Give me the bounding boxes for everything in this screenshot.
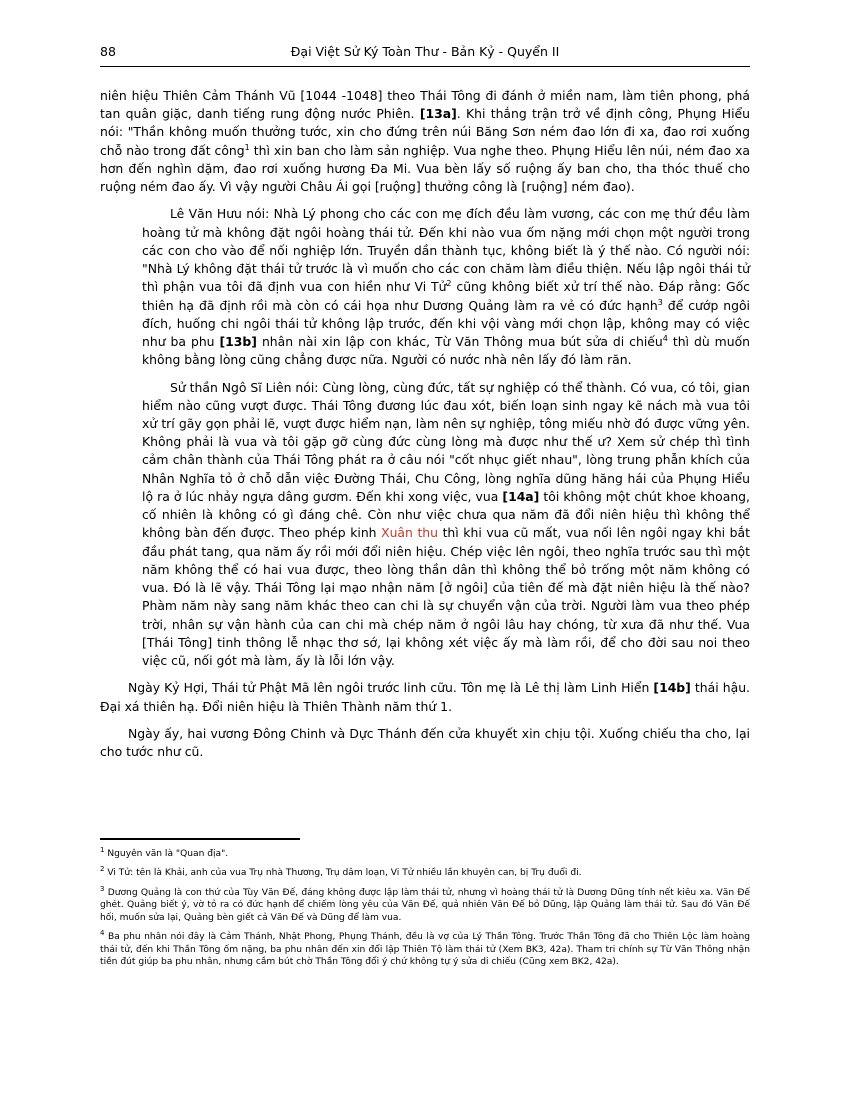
quote2-text-b: tôi không một chút khoe khoang, cố nhiên là không có gì đáng chê. Còn như việc chưa qua năm đã đổi niên hiệu thì không thể không bàn đến được. Theo phép kinh (142, 488, 750, 541)
paragraph-2 (100, 679, 750, 715)
para2-text-a: Ngày Kỷ Hợi, Thái tử Phật Mã lên ngôi trước linh cữu. Tôn mẹ là Lê thị làm Linh Hiển (128, 680, 654, 696)
commentary-le-van-huu (142, 205, 750, 670)
para1-text-a: niên hiệu Thiên Cảm Thánh Vũ [1044 -1048] theo Thái Tông đi đánh ở miền nam, làm tiên phong, phá tan quân giặc, danh tiếng rung động nước Phiên. (100, 88, 750, 122)
footnote-ref-2: 2 (446, 279, 452, 289)
footnote-marker: 4 (100, 929, 105, 938)
footnote-marker: 2 (100, 865, 105, 874)
folio-mark-14a: [14a] (502, 488, 540, 504)
footnote-text: Dương Quảng là con thứ của Tùy Văn Đế, đáng không được lập làm thái tử, nhưng vì hoàng thái tử là Dương Dũng tính nết kiêu xa. Văn Đế ghét. Quảng biết ý, vờ tỏ ra có đức hạnh để chiếm lòng yêu của Văn Đế, quả nhiên Văn Đế bỏ Dũng, lập Quảng làm thái tử. Sau đó Văn Đế hối, muốn sửa lại, Quảng bèn giết cả Văn Đế và Dũng để làm vua. (100, 887, 750, 923)
para1-text-b: . Khi thắng trận trở về định công, Phụng Hiểu nói: "Thần không muốn thưởng tước, xin cho đứng trên núi Băng Sơn ném đao lớn đi xa, đao rơi xuống chỗ nào trong đất công (100, 106, 750, 158)
quote2-text-a: Sử thần Ngô Sĩ Liên nói: Cùng lòng, cùng đức, tất sự nghiệp có thể thành. Có vua, có tôi, gian hiểm nào cũng vượt được. Thái Tông đương lúc đau xót, biến loạn sinh ngay kẽ nách mà vua tôi xử trí gãy gọn phải lẽ, vượt được hiểm nạn, làm nên sự nghiệp, tông miếu nhờ đó được vững yên. Không phải là vua và tôi gặp gỡ cùng đức cùng lòng mà được như thế ư? Xem sử chép thì tình cảm chân thành của Thái Tông phát ra ở câu nói "cốt nhục giết nhau", lòng trung phẫn khích của Nhân Nghĩa tỏ ở chỗ dẫn việc Đường Thái, Chu Công, lòng nghĩa dũng hăng hái của Phụng Hiểu lộ ra ở lúc nhảy ngựa dâng gươm. Đến khi xong việc, vua (142, 379, 751, 504)
footnote-marker: 3 (100, 884, 105, 893)
footnote-item (100, 845, 750, 861)
page-header (100, 44, 750, 67)
quote2-text-c: thì khi vua cũ mất, vua nối lên ngôi ngay khi bắt đầu phát tang, qua năm ấy rồi mới đổi niên hiệu. Chép việc lên ngôi, theo nghĩa trước sau thì một năm không thể có hai vua được, theo lòng thần dân thì không thể bỏ trống một năm không có vua. Đó là lẽ vậy. Thái Tông lại mạo nhận năm [ở ngôi] của tiên đế mà đặt niên hiệu là thế nào? Phàm năm này sang năm khác theo can chi là sự chuyển vận của trời. Người làm vua theo phép trời, nhân sự vận hành của can chi mà chép năm ở ngôi lâu hay chóng, từ xưa đã như thế. Vua [Thái Tông] tinh thông lễ nhạc thơ sớ, lại không xét việc ấy mà làm rồi, để cho đời sau noi theo việc cũ, nối gót mà làm, ấy là lỗi lớn vậy. (142, 525, 750, 669)
page-body (100, 87, 750, 761)
body-footnote-gap (100, 770, 750, 810)
footnote-item (100, 884, 750, 925)
footnote-text: Vi Tử: tên là Khải, anh của vua Trụ nhà Thương, Trụ dâm loạn, Vi Tử nhiều lần khuyên can, bị Trụ đuổi đi. (104, 868, 582, 879)
page-number: 88 (100, 44, 116, 59)
footnote-separator (100, 838, 300, 839)
quote1-text-e: thì dù muốn không bằng lòng cũng chẳng được nữa. Người có nước nhà nên lấy đó làm răn. (142, 334, 751, 368)
folio-mark-13a: [13a] (419, 106, 457, 122)
footnote-ref-3: 3 (657, 297, 663, 307)
footnote-ref-1: 1 (244, 142, 250, 152)
quote1-text-b: cũng không biết xử trí thế nào. Đáp rằng: Gốc thiên hạ đã định rồi mà còn có cái họa như Dương Quảng làm ra vẻ có đức hạnh (142, 279, 750, 313)
quote-2 (142, 379, 750, 671)
footnote-ref-4: 4 (662, 333, 668, 343)
folio-mark-13b: [13b] (219, 334, 257, 350)
footnote-text: Nguyên văn là "Quan địa". (104, 848, 229, 859)
footnote-item (100, 931, 750, 969)
paragraph-1 (100, 87, 750, 196)
footnote-text: Ba phu nhân nói đây là Cảm Thánh, Nhật Phong, Phụng Thánh, đều là vợ của Lý Thần Tông. Trước Thần Tông đã cho Thiên Lộc làm hoàng thái tử, đến khi Thần Tông ốm nặng, ba phu nhân đến xin đổi lập Thiên Tộ làm thái tử (Xem BK3, 42a). Tham tri chính sự Từ Văn Thông nhận tiền đút giúp ba phu nhân, nhưng cầm bút chờ Thần Tông đổi ý chứ không tự ý sửa di chiếu (Cũng xem BK2, 42a). (100, 932, 750, 968)
quote-1 (142, 205, 750, 369)
quote1-text-a: Lê Văn Hưu nói: Nhà Lý phong cho các con mẹ đích đều làm vương, các con mẹ thứ đều làm hoàng tử mà không đặt ngôi hoàng thái tử. Đến khi nào vua ốm nặng mới chọn một người trong các con cho vào để nối nghiệp lớn. Truyền dần thành tục, không biết là ý thế nào. Có người nói: "Nhà Lý không đặt thái tử trước là vì muốn cho các con chăm làm điều thiện. Nếu lập ngôi thái tử thì phận vua tôi đã định vua con hiền như Vi Tử (142, 206, 750, 295)
para1-text-c: thì xin ban cho làm sản nghiệp. Vua nghe theo. Phụng Hiểu lên núi, ném đao xa hơn đến nghìn dặm, đao rơi xuống hương Đa Mi. Vua bèn lấy số ruộng ấy ban cho, tha thóc thuế cho ruộng ném đao ấy. Vì vậy người Châu Ái gọi [ruộng] thưởng công là [ruộng] ném đao). (100, 142, 750, 195)
folio-mark-14b: [14b] (653, 680, 691, 696)
page-title: Đại Việt Sử Ký Toàn Thư - Bản Kỷ - Quyển II (290, 44, 560, 59)
footnote-item (100, 867, 750, 880)
para2-text-b: thái hậu. Đại xá thiên hạ. Đổi niên hiệu là Thiên Thành năm thứ 1. (100, 680, 750, 714)
footnote-marker: 1 (100, 845, 105, 854)
book-title-xuan-thu: Xuân thu (381, 525, 439, 541)
quote1-text-c: để cướp ngôi đích, huống chi ngôi thái tử không lập trước, đến khi vội vàng mới chọn lập, không may có việc như ba phu (142, 297, 750, 350)
quote1-text-d: nhân nài xin lập con khác, Từ Văn Thông mua bút sửa di chiếu (256, 334, 663, 350)
paragraph-3: Ngày ấy, hai vương Đông Chinh và Dực Thánh đến cửa khuyết xin chịu tội. Xuống chiếu tha cho, lại cho tước như cũ. (100, 725, 750, 759)
footnote-list (100, 845, 750, 969)
